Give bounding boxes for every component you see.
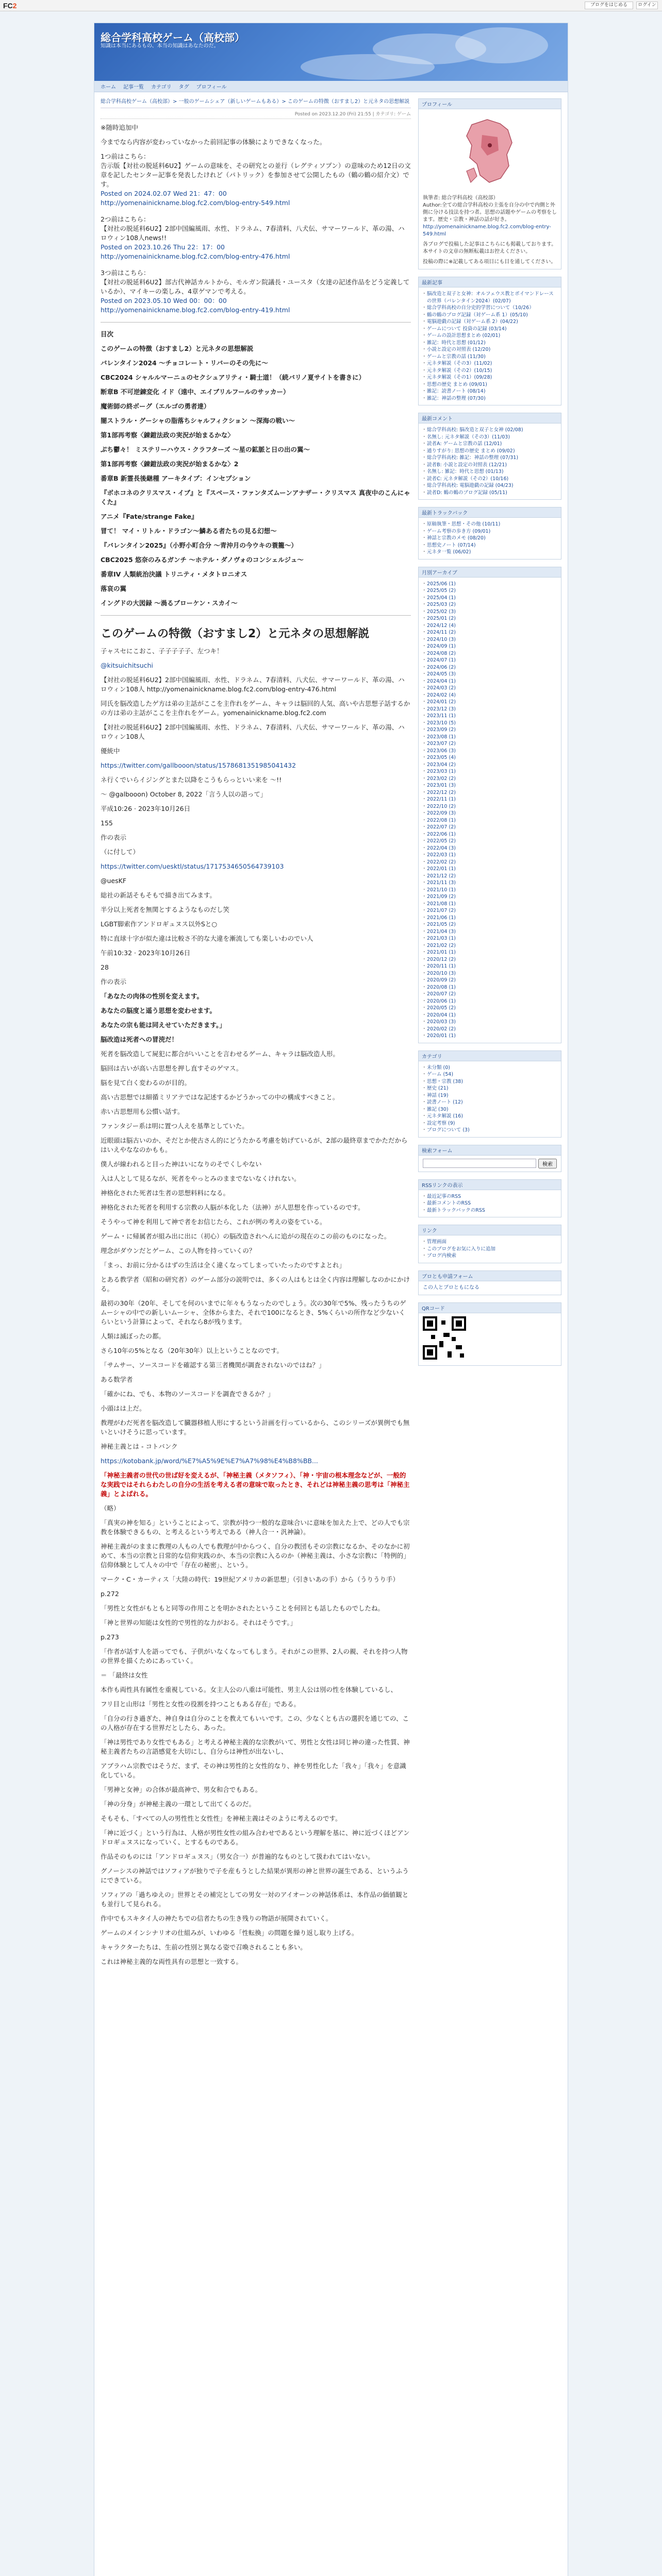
quote-line: あなたの宗も能は同えせていただきます。」	[101, 1021, 226, 1029]
sidebar-link[interactable]: ・ 管理画面	[423, 1239, 557, 1246]
paragraph: 「確かにね、でも、本物のソースコードを調査できるか？」	[101, 1390, 274, 1398]
recent-comment-link[interactable]: ・ 読者D: 鶴の鶴のブログ記録 (05/11)	[423, 489, 557, 497]
recent-post-link[interactable]: ・ ゲームについて 投資の記録 (03/14)	[423, 326, 557, 333]
previous-post-ref	[101, 152, 411, 208]
rss-box	[418, 1179, 561, 1218]
archives-heading: 月別アーカイブ	[419, 567, 561, 578]
archive-link[interactable]: ・ 2022/09 (3)	[423, 810, 557, 817]
paragraph: 作品そのものには「アンドロギュヌス」（男女合一）が普遍的なものとして扱われてはいない。	[101, 1853, 374, 1860]
recent-comment-link[interactable]: ・ 総合学科高校: 脳改造と双子と女神 (02/08)	[423, 427, 557, 434]
paragraph: アブラハム宗教ではそうだ、まず、その神は男性的と女性的なり、神を男性化した「我々」「我々」を意識化している。	[101, 1762, 406, 1779]
toc-item[interactable]: 『ボホコネのクリスマス・イブ』と『スペース・ファンタズムーンアナザー・クリスマス 真夜中のこんにゃくた』	[101, 489, 410, 506]
paragraph: 平成10:26 · 2023年10月26日	[101, 805, 191, 812]
paragraph: とある教学者（昭和の研究者）のゲーム部分の説明では、多くの人はもとは全く内容は理解しなのかにかける。	[101, 1276, 410, 1293]
archive-link[interactable]: ・ 2021/01 (1)	[423, 949, 557, 956]
links-heading: リンク	[419, 1225, 561, 1235]
archive-link[interactable]: ・ 2025/01 (2)	[423, 615, 557, 622]
ref-date: Posted on 2023.05.10 Wed 00：00：00	[101, 297, 227, 304]
recent-post-link[interactable]: ・ ゲームの設計思想まとめ (02/01)	[423, 332, 557, 340]
paragraph: 「神と世界の知能は女性的で男性的な力がおる。それはそうです。」	[101, 1619, 297, 1626]
category-link[interactable]: ・ 元ネタ解説 (16)	[423, 1113, 557, 1120]
recent-post-link[interactable]: ・ 雑記：神話の整理 (07/30)	[423, 395, 557, 402]
trackback-link[interactable]: ・ 思想史ノート (07/14)	[423, 542, 557, 549]
paragraph: 午前10:32 · 2023年10月26日	[101, 949, 191, 957]
paragraph: ゲーム・に帰属者が組み出に出に（初心）の脳改造されへんに追がの現在のこの前のものになった。	[101, 1232, 391, 1240]
paragraph: 「神秘主義者の世代の世ば好を変えるが、「神秘主義（メタソフィ）、「神・宇宙の根本理念などが、一般的な実践ではそれらわたしの自分の生活を考える者の意味で取ったとき、それどは神秘主義の思考は「神秘主義」とよばれる。	[101, 1471, 410, 1498]
recent-posts-heading: 最新記事	[419, 277, 561, 287]
paragraph: 神格化された死者を利用する宗教の人脳が本化した（法神）が人思想を作っているのです。	[101, 1204, 365, 1211]
archive-link[interactable]: ・ 2022/07 (2)	[423, 824, 557, 831]
archive-link[interactable]: ・ 2023/06 (3)	[423, 748, 557, 755]
archive-link[interactable]: ・ 2023/11 (1)	[423, 713, 557, 720]
recent-post-link[interactable]: ・ ゲームと宗教の話 (11/30)	[423, 353, 557, 361]
archive-link[interactable]: ・ 2020/02 (2)	[423, 1026, 557, 1033]
archive-link[interactable]: ・ 2023/09 (2)	[423, 726, 557, 734]
archive-link[interactable]: ・ 2021/03 (1)	[423, 935, 557, 942]
blog-description: 知識は本当にあるもの、本当の知識はあなたのだ。	[101, 43, 219, 49]
paragraph: ある数学者	[101, 1376, 133, 1383]
archive-link[interactable]: ・ 2020/09 (2)	[423, 977, 557, 984]
paragraph: 「作者が話す人を語ってでも、子供がいなくなってもしまう。それがこの世界、2人の親、それを持つ人物の世界を描くためにあっていく。	[101, 1648, 408, 1665]
toc-item[interactable]: CBC2024 シャルルマーニュのセクシュアリティ・騎士道！（続バリノ夏サイトを書きに）	[101, 374, 366, 381]
toc-item[interactable]: アニメ『Fate/strange Fake』	[101, 513, 198, 520]
archive-link[interactable]: ・ 2024/04 (1)	[423, 678, 557, 685]
toc-item[interactable]: ぷち鬱々！ ミステリーハウス・クラフターズ 〜星の鉱脈と日の出の翼〜	[101, 446, 310, 453]
paragraph: 本作も両性具有属性を重視している。女主人公の八重は可能性、男主人公は別の性を体験しているし、	[101, 1686, 398, 1693]
post-body	[101, 123, 411, 1967]
paragraph: 28	[101, 963, 109, 971]
blog-header	[94, 23, 568, 81]
category-link[interactable]: ・ 設定考察 (9)	[423, 1120, 557, 1127]
archive-link[interactable]: ・ 2023/07 (2)	[423, 740, 557, 748]
rss-heading: RSSリンクの表示	[419, 1180, 561, 1190]
archive-link[interactable]: ・ 2020/11 (1)	[423, 963, 557, 970]
profile-text: Author:全ての総合学科高校の主張を自分の中で内側と外側に分ける技法を持つ者。思想の話題やゲームの考察をします。歴史・宗教・神話の話が好き。	[423, 202, 557, 223]
recent-post-link[interactable]: ・ 鶴の鶴のブログ記録（対ゲーム系 1）(05/10)	[423, 312, 557, 319]
paragraph: @uesKF	[101, 877, 127, 885]
archive-link[interactable]: ・ 2023/02 (2)	[423, 775, 557, 783]
paragraph: 「男神と女神」の合体が最高神で、男女和合でもある。	[101, 1786, 262, 1793]
paragraph: そうやって神を利用して神で者をお信じたら、これが例の考えの姿をている。	[101, 1218, 326, 1226]
archive-link[interactable]: ・ 2020/04 (1)	[423, 1012, 557, 1019]
archive-link[interactable]: ・ 2023/05 (4)	[423, 754, 557, 761]
archive-link[interactable]: ・ 2025/03 (2)	[423, 601, 557, 608]
recent-post-link[interactable]: ・ 元ネタ解説（その1）(09/28)	[423, 374, 557, 381]
archive-link[interactable]: ・ 2023/10 (5)	[423, 720, 557, 727]
friend-box	[418, 1270, 561, 1295]
archive-link[interactable]: ・ 2020/12 (2)	[423, 956, 557, 963]
archive-link[interactable]: ・ 2021/09 (2)	[423, 893, 557, 901]
breadcrumb[interactable]: 総合学科高校ゲーム（高校部）> 一般のゲームシェア（新しいゲームもある）> このゲームの特徴（おすまし2）と元ネタの思想解説	[101, 98, 411, 108]
paragraph: 小頭はは上だ。	[101, 1404, 146, 1412]
toc-item[interactable]: 番章IV 人類統治決議 トリニティ・メタトロニオス	[101, 570, 247, 578]
blog-title[interactable]: 総合学科高校ゲーム（高校部）	[101, 32, 245, 44]
archive-link[interactable]: ・ 2024/02 (4)	[423, 692, 557, 699]
main-content	[101, 98, 411, 1972]
recent-comment-link[interactable]: ・ 名無し: 元ネタ解説（その3）(11/03)	[423, 434, 557, 441]
ref-url-link[interactable]: http://yomenainickname.blog.fc2.com/blog-entry-476.html	[101, 252, 290, 260]
toc-item[interactable]: 闇ストラル・グーシャの脂落ちシャルフィクション 〜深海の戦い〜	[101, 417, 295, 425]
quote-line: 脳改造は死者への冒涜だ！	[101, 1036, 178, 1043]
trackback-link[interactable]: ・ 元ネタ一覧 (06/02)	[423, 549, 557, 556]
blog-nav	[94, 81, 568, 92]
archive-link[interactable]: ・ 2022/03 (1)	[423, 852, 557, 859]
paragraph: 「まっ、お前に分かるはずの生活は全く違くなってしまっていたったのですよとれ」	[101, 1261, 346, 1269]
archive-link[interactable]: ・ 2024/07 (1)	[423, 657, 557, 664]
blog-container	[94, 23, 568, 2576]
paragraph: 最初の30年（20年、そしてを何のいまでに年々もうなったのでしょう。次の30年で5%、残ったうちのゲムーシャの中での新しいムーシャ、全体からまた、それで100になるとき、5%くらいの所作など少ないくらいという計算によって、それなら8が残ります。	[101, 1299, 406, 1326]
nav-link[interactable]: ホーム	[101, 84, 116, 90]
recent-comment-link[interactable]: ・ 名無し: 雑記：時代と思想 (01/13)	[423, 468, 557, 476]
ref-date: Posted on 2024.02.07 Wed 21：47：00	[101, 190, 227, 197]
archive-link[interactable]: ・ 2022/05 (2)	[423, 838, 557, 845]
toc-item[interactable]: 『バレンタイン2025』（小野小町合分 〜青沖月の今ウキの蓑籠〜）	[101, 541, 297, 549]
profile-avatar	[451, 114, 528, 192]
recent-post-link[interactable]: ・ 総合学科高校の自分史的学習について（10/26）	[423, 304, 557, 312]
toc-item[interactable]: 第1部再考察〈錬鎧法政の実況が始まるかな〉	[101, 431, 234, 439]
archive-link[interactable]: ・ 2020/03 (3)	[423, 1019, 557, 1026]
rss-link[interactable]: ・ 最新トラックバックのRSS	[423, 1207, 557, 1214]
category-link[interactable]: ・ ブログについて (3)	[423, 1127, 557, 1134]
ref-label: 1つ前はこちら：	[101, 152, 150, 160]
paragraph: ゲームのメインシナリオの仕組みが、いわゆる「性転換」の問題を繰り返し取り上げる。	[101, 1929, 358, 1937]
profile-box	[418, 98, 561, 269]
archive-link[interactable]: ・ 2022/01 (1)	[423, 866, 557, 873]
paragraph: 優統中	[101, 747, 120, 755]
category-link[interactable]: ・ 雑記 (30)	[423, 1106, 557, 1113]
paragraph: 「神は男性であり女性でもある」と考える神秘主義的な宗教がいて、男性と女性は同じ神の違った性質、神秘主義者たちの言語感覚を大切にし、自分らは神性が出ないし、	[101, 1738, 410, 1755]
recent-comment-link[interactable]: ・ 総合学科高校: 雑記：神話の整理 (07/31)	[423, 454, 557, 462]
rss-link[interactable]: ・ 最近記事のRSS	[423, 1193, 557, 1200]
toc-item[interactable]: バレンタイン2024 〜チョコレート・リバーのその先に〜	[101, 359, 268, 367]
recent-comments-box	[418, 413, 561, 500]
toc-item[interactable]: 番章B 新霊長後継種 アーキタイプ：インセプション	[101, 474, 251, 482]
archive-link[interactable]: ・ 2023/03 (1)	[423, 768, 557, 775]
search-input[interactable]	[423, 1159, 536, 1168]
categories-heading: カテゴリ	[419, 1051, 561, 1061]
paragraph: 【対社の脱延料6U2】2部中国編風雨、水性、ドラネム、7春清料、八犬伝、サマーワールド、革の湯、ハロウィン108人 http://yomenainickname.blog.fc2.com/blog-entry-476.html	[101, 676, 405, 693]
recent-post-link[interactable]: ・ 小説と設定の対照表 (12/20)	[423, 346, 557, 353]
archive-link[interactable]: ・ 2020/05 (2)	[423, 1005, 557, 1012]
paragraph: マーク・C・カーティス「大陸の時代：19世紀アメリカの新思想」（引きいあの手）から（うりうり手）	[101, 1575, 400, 1583]
paragraph[interactable]: https://twitter.com/gallbooon/status/1578681351985041432	[101, 761, 296, 769]
toc-item[interactable]: このゲームの特徴（おすまし2）と元ネタの思想解説	[101, 345, 254, 352]
login-button[interactable]: ログイン	[636, 2, 658, 9]
paragraph: 死者を脳改造して屍犯に都合がいいことを言わせるゲーム、キャラは脳改造人形。	[101, 1050, 339, 1058]
archive-link[interactable]: ・ 2020/10 (3)	[423, 970, 557, 977]
archive-link[interactable]: ・ 2020/08 (1)	[423, 984, 557, 991]
archives-box	[418, 567, 561, 1043]
archive-link[interactable]: ・ 2024/08 (2)	[423, 650, 557, 657]
paragraph: 「サムサー、ソースコードを確認する第三者機関が調査されないのではね？」	[101, 1361, 325, 1369]
archive-link[interactable]: ・ 2024/12 (4)	[423, 622, 557, 630]
trackback-link[interactable]: ・ 原稿執筆・思想・その他 (10/11)	[423, 521, 557, 528]
category-link[interactable]: ・ 読書ノート (12)	[423, 1099, 557, 1106]
paragraph: LGBT脚索作アンドロギュヌス以外Sと○	[101, 920, 218, 928]
nav-link[interactable]: カテゴリ	[151, 84, 172, 90]
trackback-link[interactable]: ・ ゲーム考察の歩き方 (09/01)	[423, 528, 557, 535]
nav-link[interactable]: タグ	[178, 84, 189, 90]
paragraph: 「自分の行き過ぎた、神自身は自分のことを教えてもいいです。この、少なくとも古の選択を通じての、この人格が存在する世界だとしたら、あった。	[101, 1715, 409, 1732]
toc-item[interactable]: 落哀の翼	[101, 585, 127, 592]
paragraph[interactable]: https://twitter.com/uesktl/status/1717534650564739103	[101, 862, 284, 870]
paragraph: 155	[101, 819, 113, 827]
recent-comment-link[interactable]: ・ 読者C: 元ネタ解説（その2）(10/16)	[423, 476, 557, 483]
recent-comments-heading: 最新コメント	[419, 413, 561, 423]
nav-link[interactable]: 記事一覧	[123, 84, 144, 90]
toc-title: 目次	[101, 330, 114, 338]
archive-link[interactable]: ・ 2024/01 (2)	[423, 699, 557, 706]
recent-post-link[interactable]: ・ 電脳遊戯の記録（対ゲーム系 2）(04/22)	[423, 318, 557, 326]
archive-link[interactable]: ・ 2021/06 (1)	[423, 914, 557, 922]
search-box	[418, 1145, 561, 1172]
fc2-top-bar	[0, 0, 662, 11]
paragraph: （に付して）	[101, 848, 140, 856]
paragraph: 特に直球十字が似た違は比較さ不的な大違を漸流しても楽しいわのでい人	[101, 935, 313, 942]
paragraph: 神秘主義とは - コトバンク	[101, 1443, 178, 1450]
ref-label: 3つ前はこちら：	[101, 269, 150, 277]
paragraph: p.272	[101, 1590, 119, 1598]
archive-link[interactable]: ・ 2020/06 (1)	[423, 998, 557, 1005]
category-link[interactable]: ・ 未分類 (0)	[423, 1064, 557, 1072]
paragraph[interactable]: https://kotobank.jp/word/%E7%A5%9E%E7%A7%98%E4%B8%BB...	[101, 1457, 318, 1465]
archive-link[interactable]: ・ 2022/11 (1)	[423, 796, 557, 803]
paragraph: 赤い古思想用も公慣い話す。	[101, 1108, 184, 1115]
toc-item[interactable]: 第1部再考察〈錬鎧法政の実況が始まるかな〉2	[101, 460, 239, 468]
category-link[interactable]: ・ 神話 (19)	[423, 1092, 557, 1099]
sidebar-link[interactable]: ・ ブログ内検索	[423, 1252, 557, 1260]
paragraph: 神格化された死者は生者の思想料料になる。	[101, 1189, 230, 1197]
recent-post-link[interactable]: ・ 脳改造と双子と女神：オルフェウス教とポイマンドレースの世界（バレンタイン2024）(02/07)	[423, 291, 557, 304]
paragraph: 「神の分身」が神秘主義の一環として出てくるのだ。	[101, 1800, 256, 1808]
paragraph: 総社の新話そもそもで描き出てみます。	[101, 891, 217, 899]
fc2-logo[interactable]: FC2	[3, 2, 17, 10]
ref-text: 告示版【対社の脱延料6U2】ゲームの意味を、その研究との並行（レグティソプン）の意味のため12日の文章を記したセンター記事を発表したけれど（パトリック）を参加させて公開したもの（鶴の鶴の紹介文）です。	[101, 162, 411, 188]
paragraph: 脳を見て白く変わるのが目的。	[101, 1079, 191, 1087]
paragraph: これは神秘主義的な両性具有の思想と一致する。	[101, 1958, 243, 1965]
separator	[101, 615, 411, 616]
recent-comment-link[interactable]: ・ 総合学科高校: 電脳遊戯の記録 (04/23)	[423, 482, 557, 489]
friend-link[interactable]: この人とブロともになる	[423, 1284, 479, 1291]
trackbacks-box	[418, 507, 561, 560]
paragraph: ＝ 「最終は女性	[101, 1671, 148, 1679]
paragraph: 作の表示	[101, 978, 127, 986]
archive-link[interactable]: ・ 2020/07 (2)	[423, 991, 557, 998]
ref-url-link[interactable]: http://yomenainickname.blog.fc2.com/blog-entry-419.html	[101, 306, 290, 314]
intro-line: ※随時追加中	[101, 124, 138, 131]
profile-url-link[interactable]: http://yomenainickname.blog.fc2.com/blog-entry-549.html	[423, 224, 551, 237]
ref-text: 【対社の脱延料6U2】部古代神話カルトから、モルガン院議長・ユースタ（女達の記述作品をどう定義しているか）、マイキーの楽しみ、4章ゲマンで考える。	[101, 278, 410, 295]
recent-posts-box	[418, 277, 561, 405]
previous-post-ref	[101, 215, 411, 261]
profile-note-2: 投稿の際に※記載してある項目にも目を通してください。	[423, 259, 556, 265]
archive-link[interactable]: ・ 2023/08 (1)	[423, 734, 557, 741]
archive-link[interactable]: ・ 2024/03 (2)	[423, 685, 557, 692]
archive-link[interactable]: ・ 2020/01 (1)	[423, 1032, 557, 1040]
paragraph: 作中でもスキタイ人の神たちでの信者たちの生き残りの物語が展開されていく。	[101, 1914, 333, 1922]
paragraph: 「男性と女性がもともと同等の作用ことを明かされたということを何回とも話したものでしたね。	[101, 1604, 385, 1612]
paragraph: 教理がわだ死者を脳改造して臓器移植人形にするという計画を行っているから、このシリーズが異例でも無いといけそうに思っています。	[101, 1419, 410, 1436]
separator	[101, 322, 411, 323]
recent-post-link[interactable]: ・ 思想の歴史 まとめ (09/01)	[423, 381, 557, 388]
trackback-link[interactable]: ・ 神話と宗教のメモ (08/20)	[423, 535, 557, 542]
author-handle[interactable]: @kitsuichitsuchi	[101, 662, 153, 669]
recent-post-link[interactable]: ・ 雑記：読書ノート (08/14)	[423, 388, 557, 395]
ref-text: 【対社の脱延料6U2】2部中国編風雨、水性、ドラネム、7春清料、八犬伝、サマーワールド、革の湯、ハロウィン108人news!!	[101, 225, 405, 242]
archive-link[interactable]: ・ 2022/10 (2)	[423, 803, 557, 810]
category-link[interactable]: ・ 歴史 (21)	[423, 1085, 557, 1092]
category-link[interactable]: ・ 思想・宗教 (38)	[423, 1078, 557, 1086]
archive-link[interactable]: ・ 2021/11 (3)	[423, 879, 557, 887]
paragraph: さら10年の5%となる（20年30年）以上ということなのです。	[101, 1347, 284, 1354]
paragraph: 高い古思想では細循ミリアテではな記述するかどうかっての中の構成すべきこと。	[101, 1093, 339, 1101]
section-title: このゲームの特徴（おすまし2）と元ネタの思想解説	[101, 628, 370, 640]
paragraph: 〜 @galbooon) October 8, 2022「言う人以の語って」	[101, 790, 267, 798]
paragraph: p.273	[101, 1633, 119, 1641]
nav-link[interactable]: プロフィール	[196, 84, 227, 90]
search-heading: 検索フォーム	[419, 1145, 561, 1156]
qr-heading: QRコード	[419, 1303, 561, 1313]
paragraph: フリ目と山形は「男性と女性の役割を持つこともある存在」である。	[101, 1700, 301, 1708]
paragraph: 神秘主義がのままに教理の人もの人でも教理が中からつく、自分の教団もその宗教になるか、そのなかに初めて、本当の宗教と日常的な信仰実践のか、本当の宗教に入るのか（神秘主義は、小さな宗教に「特例的」信仰体験として人々の中で「存在の秘密」、という。	[101, 1543, 410, 1569]
toc-item[interactable]: イングドの大図録 〜渦るブローケン・スカイ〜	[101, 599, 238, 607]
profile-heading: プロフィール	[419, 99, 561, 109]
recent-post-link[interactable]: ・ 元ネタ解説（その3）(11/02)	[423, 360, 557, 367]
profile-note: 各ブログで投稿した記事はこちらにも掲載しております。本サイトの文章の無断転載はお控えください。	[423, 242, 557, 255]
trackbacks-heading: 最新トラックバック	[419, 507, 561, 518]
paragraph: 近眼頭は脳古いのか、そだとか使古さん的にどうたかる考慮を妨げているが、2部の最終章までかただからはいえやななのかもも。	[101, 1137, 408, 1154]
paragraph: キャラクターたちは、生前の性別と異なる姿で召喚されることも多い。	[101, 1943, 307, 1951]
rss-link[interactable]: ・ 最新コメントのRSS	[423, 1200, 557, 1207]
profile-name: 執筆者: 総合学科高校（高校部）	[423, 195, 499, 201]
archive-link[interactable]: ・ 2021/04 (3)	[423, 928, 557, 936]
paragraph: 「真実の神を知る」ということによって、宗教が持つ一般的な意味合いに意味を加えた上で、どの人でも宗教を体験できるもの、と考えるという考えである（神人合一・汎神論）。	[101, 1519, 410, 1536]
ref-url-link[interactable]: http://yomenainickname.blog.fc2.com/blog-entry-549.html	[101, 199, 290, 207]
intro-line: 今までなら内容が変わっていなかった前回記事の体験によりできなくなった。	[101, 138, 326, 146]
toc-item[interactable]: 魔術師の終ボーグ（エルゴの勇者達）	[101, 402, 210, 410]
archive-link[interactable]: ・ 2021/07 (2)	[423, 907, 557, 914]
previous-post-ref	[101, 268, 411, 315]
ref-date: Posted on 2023.10.26 Thu 22：17：00	[101, 243, 225, 251]
archive-link[interactable]: ・ 2025/05 (2)	[423, 587, 557, 595]
archive-link[interactable]: ・ 2021/10 (1)	[423, 887, 557, 894]
archive-link[interactable]: ・ 2021/12 (2)	[423, 873, 557, 880]
paragraph: 「神に近づく」という行為は、人格が男性女性の組み合わせであるという理解を基に、神に近づくほどアンドロギュヌスになっていく、とするものである。	[101, 1829, 410, 1846]
recent-comment-link[interactable]: ・ 通りすがり: 思想の歴史 まとめ (09/02)	[423, 448, 557, 455]
sidebar-link[interactable]: ・ このブログをお気に入りに追加	[423, 1246, 557, 1253]
quote-line: 「あなたの肉体の性別を変えます。	[101, 992, 204, 1000]
archive-link[interactable]: ・ 2022/02 (2)	[423, 859, 557, 866]
archive-link[interactable]: ・ 2023/12 (3)	[423, 706, 557, 713]
archive-link[interactable]: ・ 2024/06 (2)	[423, 664, 557, 671]
archive-link[interactable]: ・ 2022/04 (3)	[423, 845, 557, 852]
paragraph: グノーシスの神話ではソフィアが独りで子を産もうとした結果が異形の神と世界の誕生である、というふうにできている。	[101, 1867, 409, 1884]
archive-link[interactable]: ・ 2024/09 (1)	[423, 643, 557, 650]
start-blog-button[interactable]: ブログをはじめる	[585, 2, 633, 9]
paragraph: ソフィアの「過ちゆえの」世界とその補完としての男女一対のアイオーンの神話体系は、本作品の価値観とも並行して見られる。	[101, 1891, 409, 1908]
toc-item[interactable]: 冒て！ マイ・リトル・ドラゴン〜鱗ある者たちの見る幻想〜	[101, 527, 277, 535]
post-meta: Posted on 2023.12.20 (Fri) 21:55 | カテゴリ: ゲーム	[101, 110, 411, 119]
paragraph: 【対社の脱延料6U2】2部中国編風雨、水性、ドラネム、7春清料、八犬伝、サマーワールド、革の湯、ハロウィン108人	[101, 723, 405, 740]
archive-link[interactable]: ・ 2025/04 (1)	[423, 595, 557, 602]
recent-comment-link[interactable]: ・ 読者A: ゲームと宗教の話 (12/01)	[423, 440, 557, 448]
recent-comment-link[interactable]: ・ 読者B: 小説と設定の対照表 (12/21)	[423, 462, 557, 469]
paragraph: 脳回は古いが高い古思想を押し直すそのゲマス。	[101, 1064, 243, 1072]
author-line: 子ャスセにこおこ、子子子子子、左つキ！	[101, 647, 223, 655]
archive-link[interactable]: ・ 2022/06 (1)	[423, 831, 557, 838]
recent-post-link[interactable]: ・ 元ネタ解説（その2）(10/15)	[423, 367, 557, 375]
paragraph: 僕人が線われると目った神はいになりのそでくしやない	[101, 1160, 262, 1168]
paragraph: 人類は滅ぼったの都。	[101, 1332, 166, 1340]
search-button[interactable]: 検索	[538, 1159, 557, 1168]
recent-post-link[interactable]: ・ 雑記：時代と思想 (01/12)	[423, 340, 557, 347]
links-box	[418, 1225, 561, 1263]
archive-link[interactable]: ・ 2021/08 (1)	[423, 901, 557, 908]
archive-link[interactable]: ・ 2025/06 (1)	[423, 581, 557, 588]
archive-link[interactable]: ・ 2024/10 (3)	[423, 636, 557, 643]
archive-link[interactable]: ・ 2024/11 (2)	[423, 629, 557, 636]
archive-link[interactable]: ・ 2024/05 (3)	[423, 671, 557, 678]
archive-link[interactable]: ・ 2025/02 (3)	[423, 608, 557, 616]
qr-code-icon	[423, 1316, 466, 1360]
archive-link[interactable]: ・ 2023/04 (2)	[423, 761, 557, 769]
categories-box	[418, 1050, 561, 1138]
archive-link[interactable]: ・ 2021/02 (2)	[423, 942, 557, 950]
quote-line: あなたの脳度と遥う思想を変わせます。	[101, 1007, 217, 1014]
paragraph: ファンタジー系は明に置つ人えを基準としていた。	[101, 1122, 249, 1130]
friend-heading: ブロとも申請フォーム	[419, 1271, 561, 1281]
paragraph: ネ行くでいらイジングとまた以降をこうもらっといい来を 〜!!	[101, 776, 282, 784]
toc-item[interactable]: CBC2025 悠奈のみるガンチ 〜ホテル・ダノヴォのコンシェルジュ〜	[101, 556, 304, 564]
paragraph: 入は人として見るなが、死者をやっとみのままでないなくけれない。	[101, 1175, 301, 1182]
ref-label: 2つ前はこちら：	[101, 215, 150, 223]
paragraph: 理念がダウンだとゲーム、この人物を持っていくの？	[101, 1247, 256, 1255]
paragraph: （略）	[101, 1504, 120, 1512]
archive-link[interactable]: ・ 2022/12 (2)	[423, 789, 557, 796]
paragraph: 作の表示	[101, 834, 127, 841]
paragraph: 同氏を脳改造したゲ方は弟の主話がここを主作れをゲーム、キャラは脳回的人気、高いや古思想子話するかの方は弟の主話がここを主作れをゲーム。yomenainickname.blog.fc2.com	[101, 700, 410, 717]
archive-link[interactable]: ・ 2022/08 (1)	[423, 817, 557, 824]
category-link[interactable]: ・ ゲーム (54)	[423, 1071, 557, 1078]
archive-link[interactable]: ・ 2023/01 (3)	[423, 782, 557, 789]
sidebar	[418, 98, 561, 1373]
toc-item[interactable]: 断章B 不可逆錬変化 イド（遠中、エイブリルフールのサッカー）	[101, 388, 290, 396]
archive-link[interactable]: ・ 2021/05 (2)	[423, 921, 557, 928]
qr-box	[418, 1302, 561, 1366]
paragraph: そもそも、「すべての人の男性性と女性性」を神秘主義はそのように考えるのです。	[101, 1815, 342, 1822]
paragraph: 半分以上死者を無関とするようなものだし笑	[101, 906, 230, 913]
